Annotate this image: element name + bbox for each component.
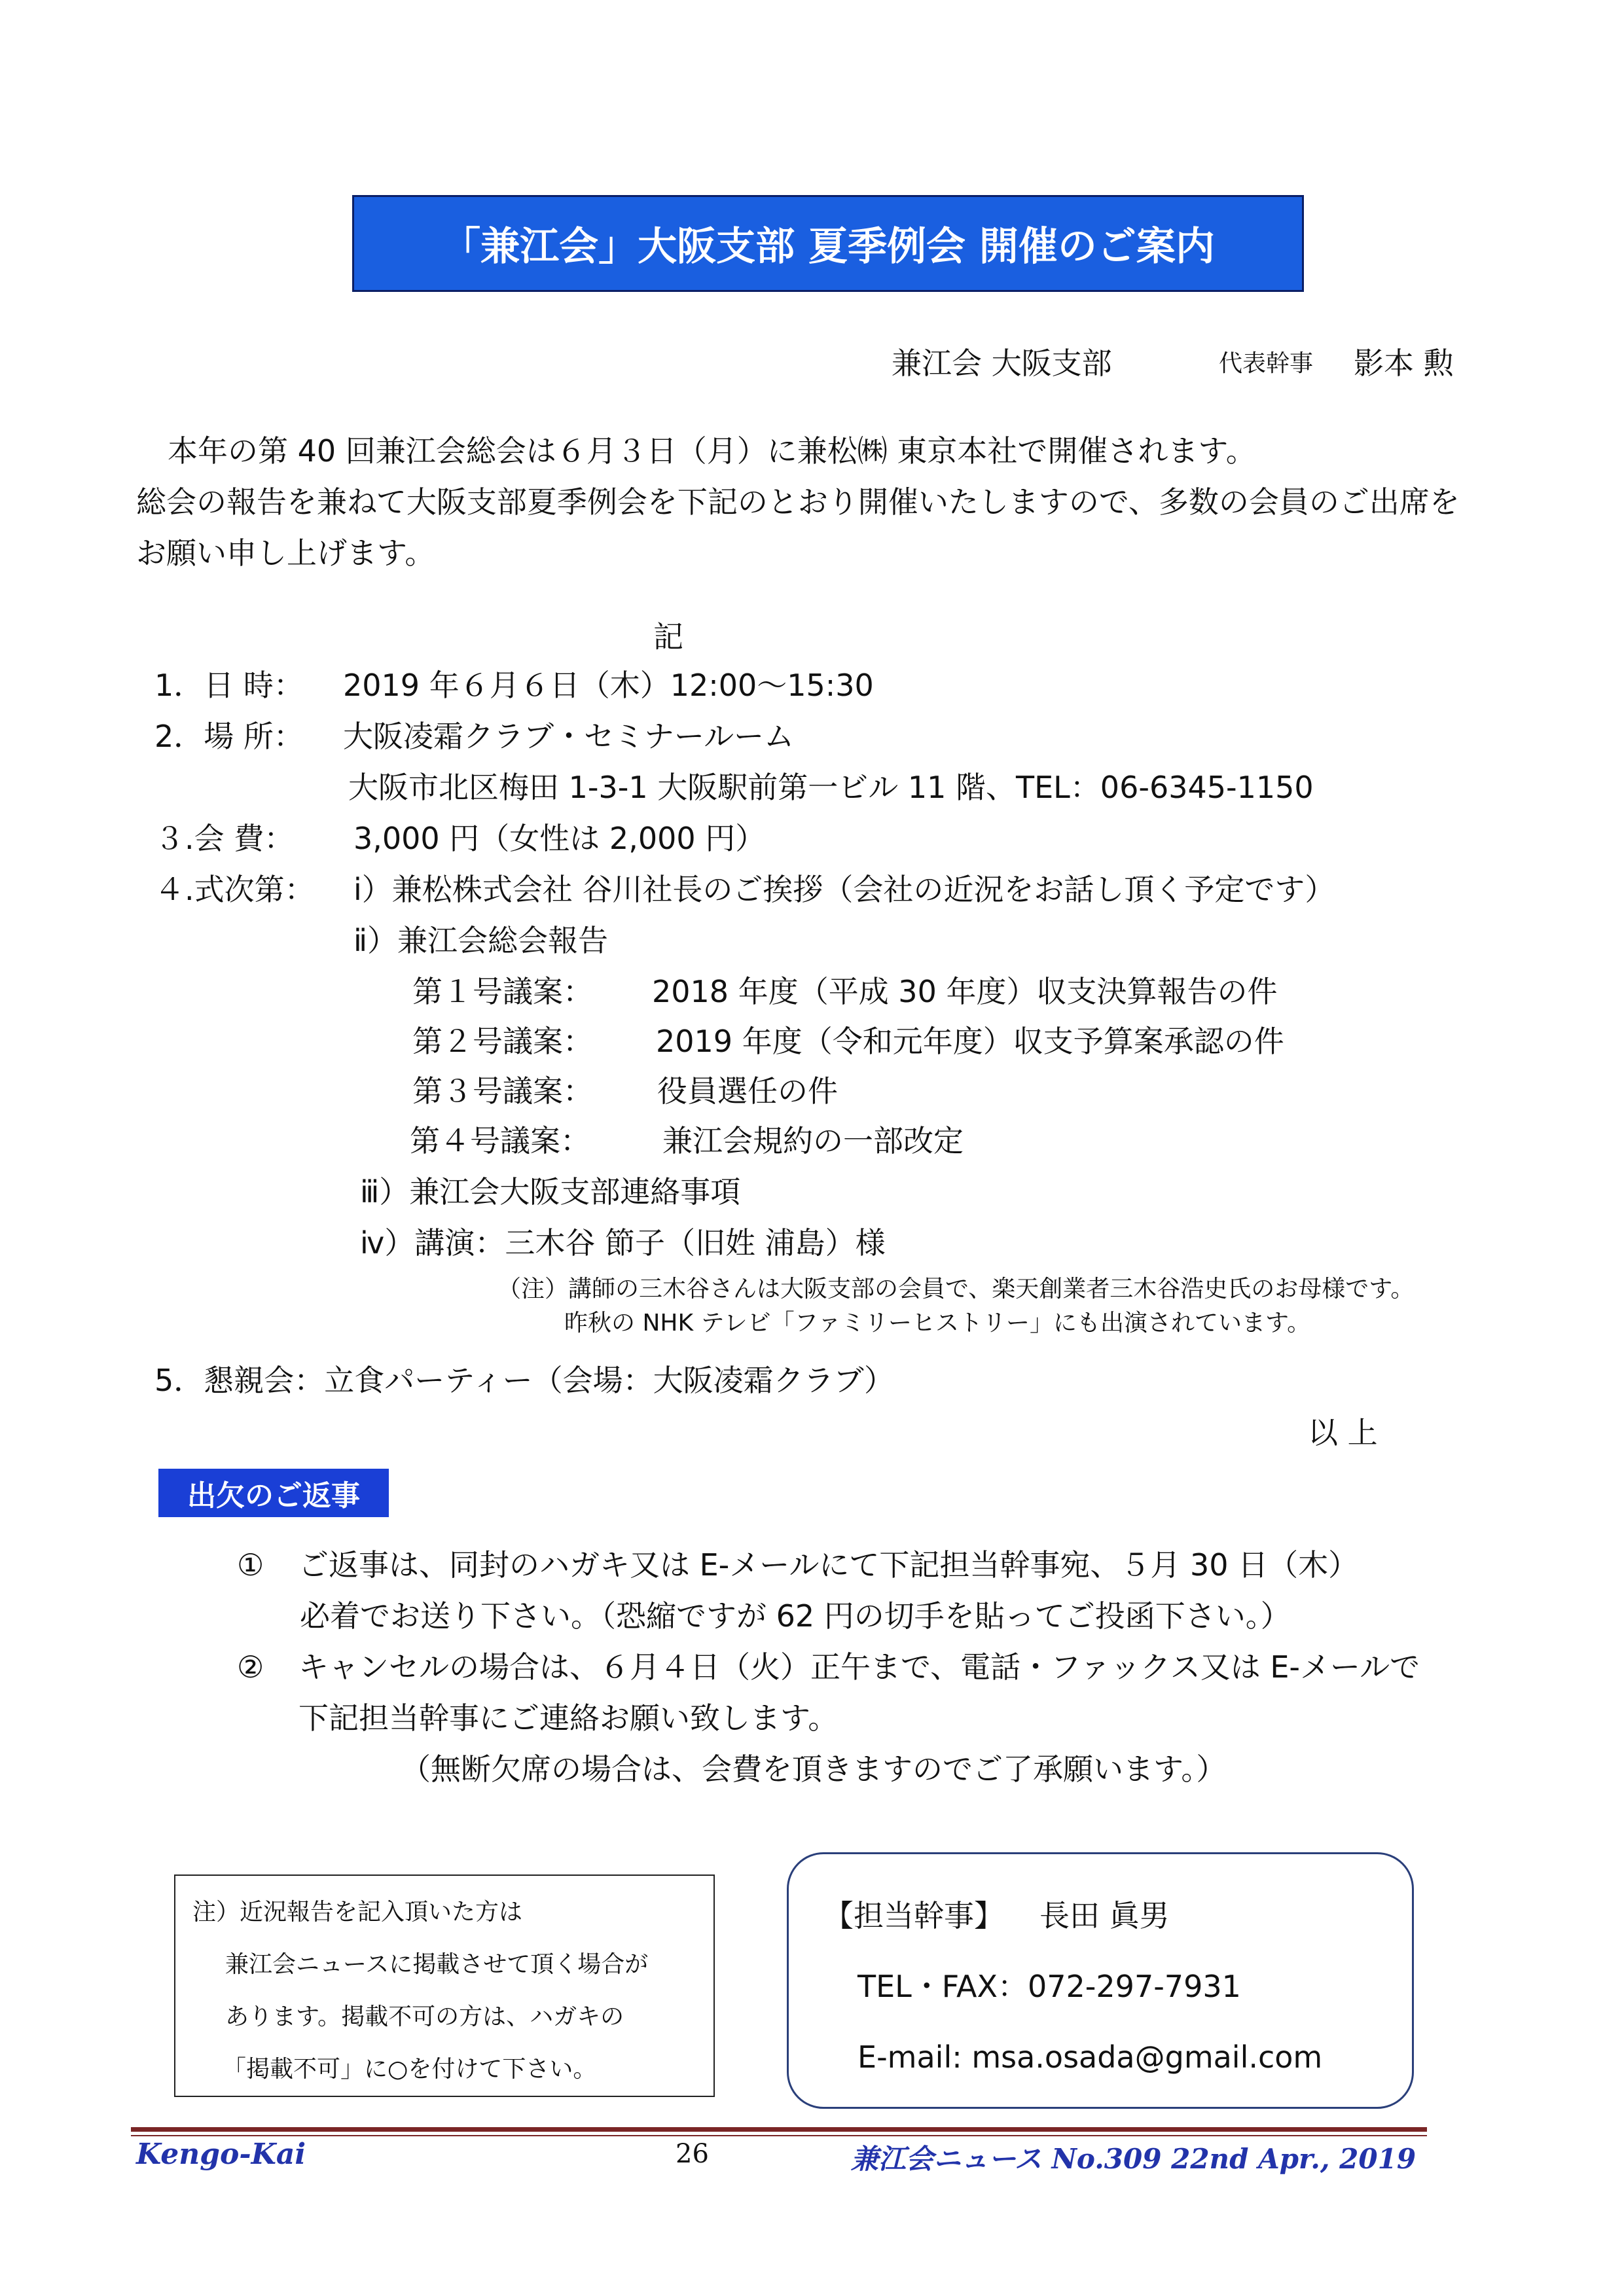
fee-value: 3,000 円（女性は 2,000 円） xyxy=(353,821,766,856)
sender-org: 兼江会 大阪支部 xyxy=(892,346,1112,381)
intro-line-3: お願い申し上げます。 xyxy=(136,535,435,571)
agenda-text-3: 役員選任の件 xyxy=(657,1073,838,1109)
agenda-no-1: 第１号議案： xyxy=(412,974,593,1009)
reply-2-line-3: （無断欠席の場合は、会費を頂きますのでご了承願います。） xyxy=(401,1751,1227,1787)
reply-1-line-2: 必着でお送り下さい。（恐縮ですが 62 円の切手を貼ってご投函下さい。） xyxy=(300,1598,1291,1634)
program-item-2: ⅱ）兼江会総会報告 xyxy=(353,923,609,958)
intro-line-1: 本年の第 40 回兼江会総会は６月３日（月）に兼松㈱ 東京本社で開催されます。 xyxy=(168,433,1256,469)
agenda-no-2: 第２号議案： xyxy=(412,1024,593,1059)
ki-heading: 記 xyxy=(653,619,683,655)
footer-issue: 兼江会ニュース No.309 22nd Apr., 2019 xyxy=(851,2143,1416,2175)
agenda-no-4: 第４号議案： xyxy=(410,1123,590,1158)
contact-email[interactable]: E-mail: msa.osada@gmail.com xyxy=(857,2039,1323,2075)
agenda-text-4: 兼江会規約の一部改定 xyxy=(662,1123,964,1158)
contact-heading: 【担当幹事】 xyxy=(823,1898,1004,1933)
program-label: ４.式次第： xyxy=(154,872,315,907)
agenda-text-2: 2019 年度（令和元年度）収支予算案承認の件 xyxy=(656,1024,1284,1059)
speaker-note-2: 昨秋の NHK テレビ「ファミリーヒストリー」にも出演されています。 xyxy=(564,1310,1311,1336)
agenda-text-1: 2018 年度（平成 30 年度）収支決算報告の件 xyxy=(652,974,1278,1009)
contact-name: 長田 眞男 xyxy=(1039,1898,1170,1933)
page-title-text: 「兼江会」大阪支部 夏季例会 開催のご案内 xyxy=(441,224,1215,270)
footer-rule-thick xyxy=(131,2127,1427,2132)
reply-section-label-text: 出欠のご返事 xyxy=(187,1479,360,1513)
date-value: 2019 年６月６日（木）12:00～15:30 xyxy=(343,668,874,703)
note-line-4: 「掲載不可」に○を付けて下さい。 xyxy=(223,2056,597,2083)
contact-tel-fax: TEL・FAX：072-297-7931 xyxy=(857,1969,1241,2004)
page-title xyxy=(352,195,1304,292)
reply-mark-1: ① xyxy=(237,1547,264,1583)
ijo-closing: 以 上 xyxy=(1308,1415,1378,1450)
reply-2-line-1: キャンセルの場合は、６月４日（火）正午まで、電話・ファックス又は E-メールで xyxy=(298,1649,1420,1685)
place-label: 2．場 所： xyxy=(154,719,304,754)
program-item-3: ⅲ）兼江会大阪支部連絡事項 xyxy=(360,1174,741,1210)
party-line: 5．懇親会：立食パーティー（会場：大阪凌霜クラブ） xyxy=(154,1363,895,1398)
fee-label: ３.会 費： xyxy=(154,821,295,856)
place-value: 大阪凌霜クラブ・セミナールーム xyxy=(343,719,795,754)
place-address: 大阪市北区梅田 1-3-1 大阪駅前第一ビル 11 階、TEL：06-6345-1150 xyxy=(348,770,1314,805)
reply-1-line-1: ご返事は、同封のハガキ又は E-メールにて下記担当幹事宛、５月 30 日（木） xyxy=(298,1547,1359,1583)
footer-brand: Kengo-Kai xyxy=(136,2138,306,2171)
sender-name: 影本 勲 xyxy=(1354,346,1454,381)
footer-rule-thin xyxy=(131,2135,1427,2136)
footer-page-number: 26 xyxy=(676,2139,709,2169)
sender-role: 代表幹事 xyxy=(1219,350,1314,377)
speaker-note-1: （注）講師の三木谷さんは大阪支部の会員で、楽天創業者三木谷浩史氏のお母様です。 xyxy=(497,1276,1415,1302)
intro-line-2: 総会の報告を兼ねて大阪支部夏季例会を下記のとおり開催いたしますので、多数の会員のご出席を xyxy=(136,484,1460,520)
note-line-2: 兼江会ニュースに掲載させて頂く場合が xyxy=(225,1951,649,1978)
reply-mark-2: ② xyxy=(237,1649,264,1685)
program-item-4: ⅳ）講演：三木谷 節子（旧姓 浦島）様 xyxy=(360,1225,886,1261)
agenda-no-3: 第３号議案： xyxy=(412,1073,593,1109)
program-item-1: ⅰ）兼松株式会社 谷川社長のご挨拶（会社の近況をお話し頂く予定です） xyxy=(353,872,1335,907)
note-line-1: 注）近況報告を記入頂いた方は xyxy=(192,1899,523,1926)
reply-2-line-2: 下記担当幹事にご連絡お願い致します。 xyxy=(298,1700,839,1736)
note-line-3: あります。掲載不可の方は、ハガキの xyxy=(225,2003,624,2030)
reply-section-label xyxy=(158,1469,389,1517)
date-label: 1．日 時： xyxy=(154,668,304,703)
